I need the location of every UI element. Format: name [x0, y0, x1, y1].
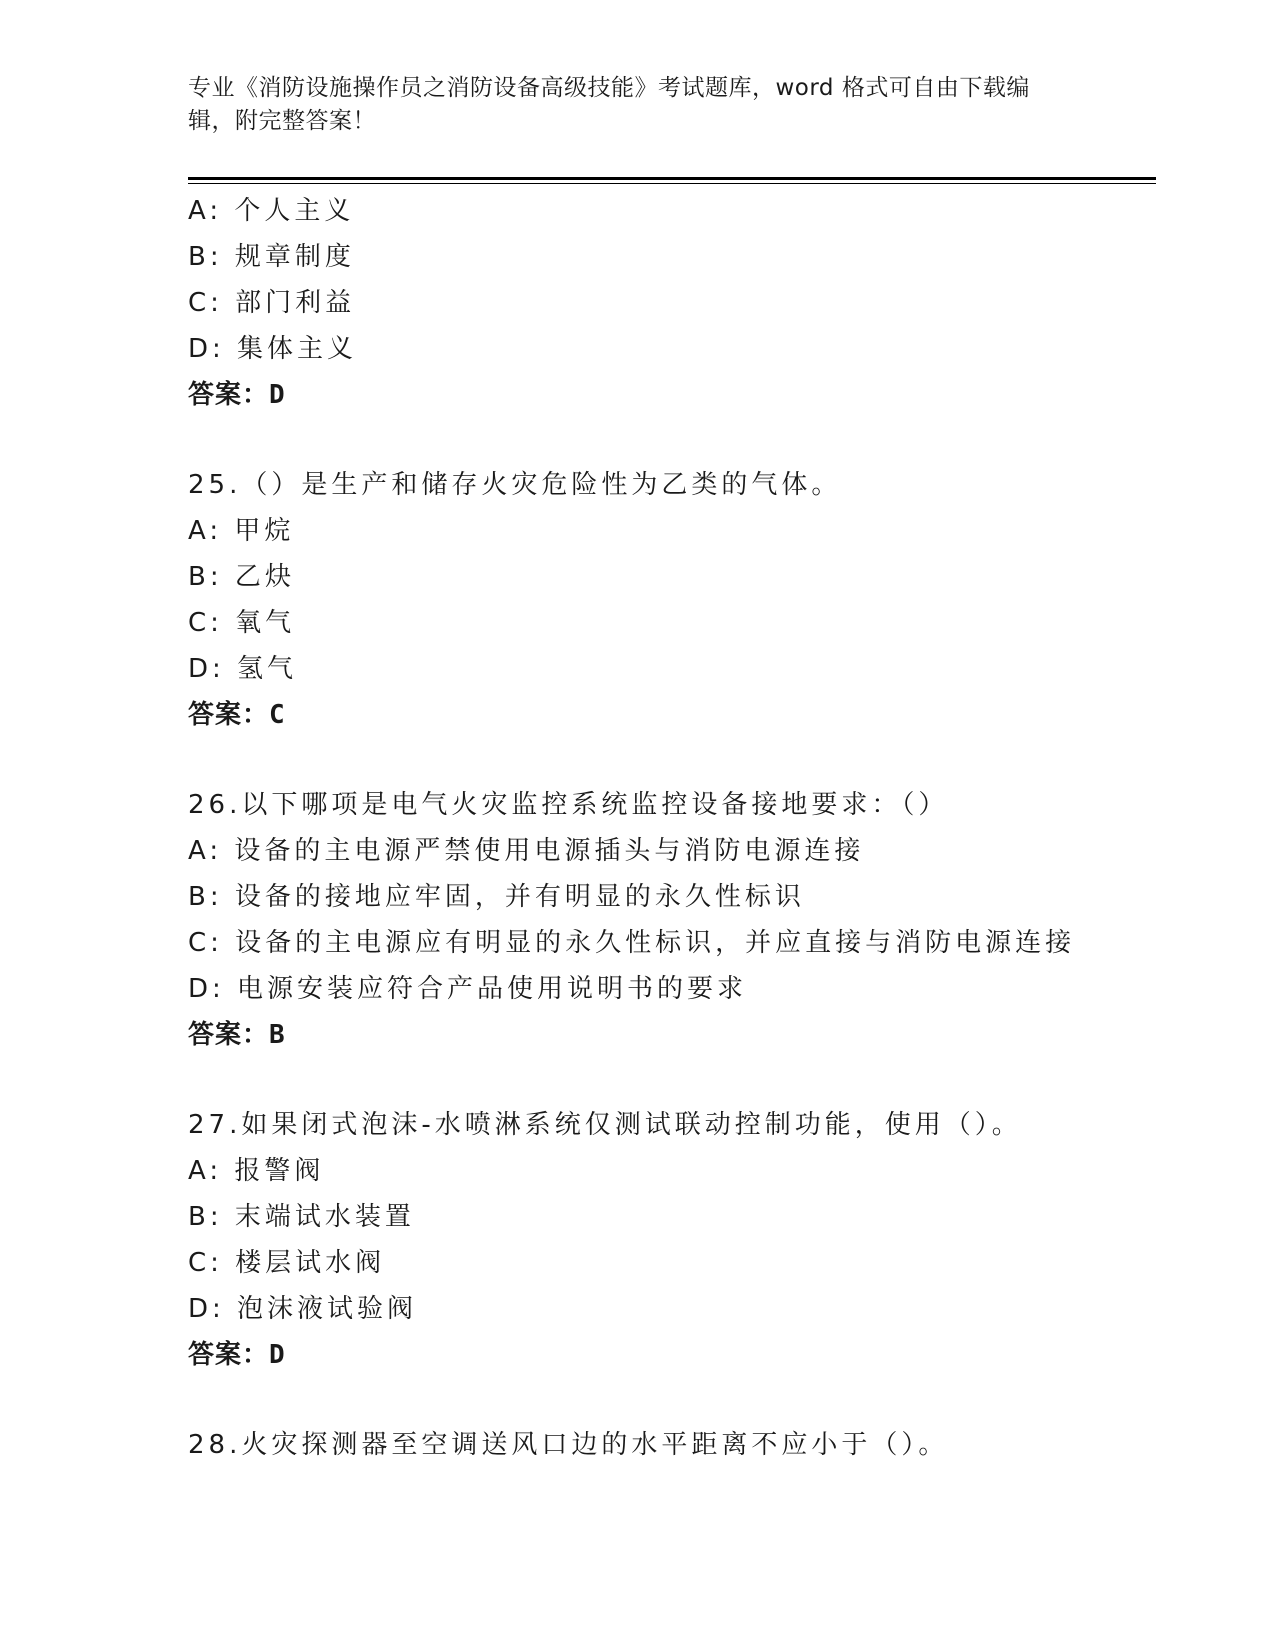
question-block-28: [188, 1422, 1148, 1468]
option-d: D: 电源安装应符合产品使用说明书的要求: [188, 974, 748, 1004]
question-block-27: [188, 1102, 1148, 1378]
header-divider-thick: [188, 177, 1156, 180]
answer-label: 答案：: [188, 1340, 270, 1370]
question-text: 28.火灾探测器至空调送风口边的水平距离不应小于（）。: [188, 1430, 949, 1460]
option-b: B: 规章制度: [188, 242, 355, 272]
answer-value: D: [269, 380, 286, 410]
answer-value: B: [269, 1020, 286, 1050]
option-b: B: 设备的接地应牢固，并有明显的永久性标识: [188, 882, 805, 912]
answer-label: 答案：: [188, 700, 270, 730]
answer-label: 答案：: [188, 380, 270, 410]
question-list: [188, 188, 1148, 1468]
option-a: A: 设备的主电源严禁使用电源插头与消防电源连接: [188, 836, 865, 866]
option-d: D: 氢气: [188, 654, 298, 684]
option-c: C: 楼层试水阀: [188, 1248, 386, 1278]
question-block-26: [188, 782, 1148, 1058]
answer-line: [188, 692, 1148, 738]
option-c: C: 部门利益: [188, 288, 356, 318]
option-a: A: 甲烷: [188, 516, 295, 546]
answer-line: [188, 1332, 1148, 1378]
option-b: B: 乙炔: [188, 562, 295, 592]
question-text: 25.（）是生产和储存火灾危险性为乙类的气体。: [188, 470, 842, 500]
header-line-2: 辑，附完整答案！: [188, 108, 376, 134]
header-line-1: 专业《消防设施操作员之消防设备高级技能》考试题库，word 格式可自由下载编: [188, 75, 1030, 101]
answer-label: 答案：: [188, 1020, 270, 1050]
option-c: C: 氧气: [188, 608, 296, 638]
answer-line: [188, 372, 1148, 418]
question-text: 26.以下哪项是电气火灾监控系统监控设备接地要求：（）: [188, 790, 949, 820]
option-a: A: 报警阀: [188, 1156, 325, 1186]
option-d: D: 集体主义: [188, 334, 358, 364]
option-d: D: 泡沫液试验阀: [188, 1294, 418, 1324]
question-text: 27.如果闭式泡沫-水喷淋系统仅测试联动控制功能，使用（）。: [188, 1110, 1022, 1140]
question-block-25: [188, 462, 1148, 738]
question-block-24: [188, 188, 1148, 418]
option-a: A: 个人主义: [188, 196, 355, 226]
answer-value: C: [269, 700, 286, 730]
option-c: C: 设备的主电源应有明显的永久性标识，并应直接与消防电源连接: [188, 928, 1076, 958]
answer-value: D: [269, 1340, 286, 1370]
document-header: [188, 72, 1088, 138]
option-b: B: 末端试水装置: [188, 1202, 415, 1232]
answer-line: [188, 1012, 1148, 1058]
header-divider-thin: [188, 183, 1156, 184]
